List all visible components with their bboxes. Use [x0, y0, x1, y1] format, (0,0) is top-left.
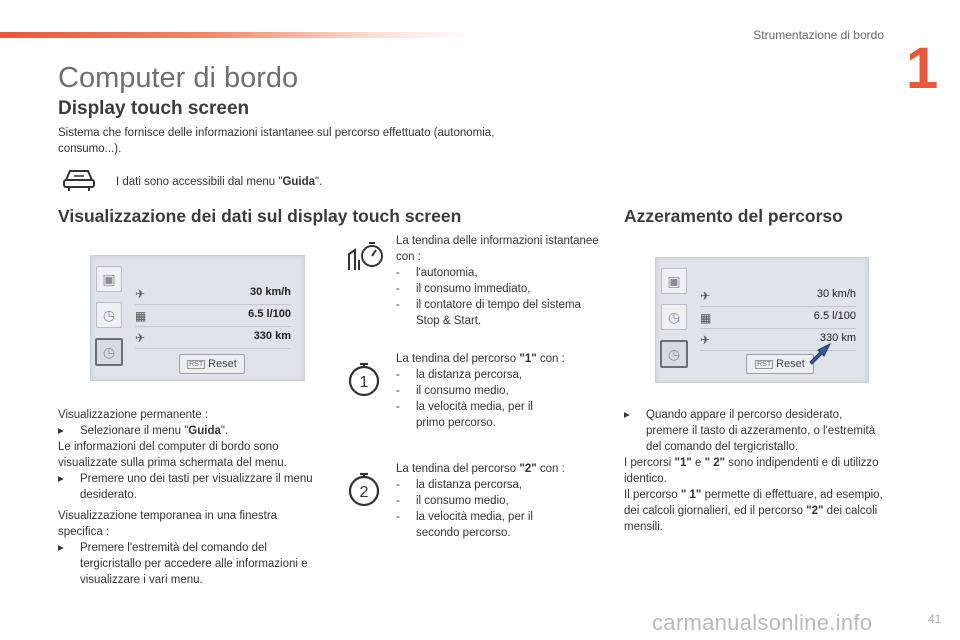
reset-label: Reset	[776, 358, 805, 370]
tab-intro: La tendina delle informazioni istantanee con :	[396, 235, 599, 263]
tab-item: - il contatore di tempo del sistema Stop & Start.	[396, 299, 581, 327]
row-value: 330 km	[253, 330, 291, 342]
p2-mid: permette di effettuare, ad esempio, dei calcoli giornalieri, ed il percorso	[624, 489, 883, 517]
row-value: 30 km/h	[250, 286, 291, 298]
permanent-heading: Visualizzazione permanente :	[58, 409, 209, 421]
bullet-icon: ▸	[58, 473, 64, 485]
reset-button	[746, 354, 814, 374]
bullet-after: ".	[220, 425, 229, 437]
permanent-bullet-1	[58, 423, 320, 439]
permanent-info: Le informazioni del computer di bordo sono visualizzate sulla prima schermata del menu.	[58, 441, 287, 469]
p2-bold-2: "2"	[806, 505, 824, 517]
tab-item: - l'autonomia,	[396, 267, 478, 279]
display-title: Display touch screen	[58, 98, 250, 119]
reset-paragraph-1	[624, 455, 884, 487]
reset-small-label: RST	[189, 361, 204, 368]
p1-mid: e	[691, 457, 705, 469]
note-text	[116, 174, 322, 190]
car-display-icon	[62, 166, 96, 192]
screen-row	[135, 306, 291, 327]
note-prefix: I dati sono accessibili dal menu "	[116, 176, 283, 188]
temporary-heading: Visualizzazione temporanea in una finestra specifica :	[58, 510, 278, 538]
row-value: 6.5 l/100	[813, 310, 856, 322]
pointer-hand-icon	[806, 338, 834, 366]
tab-item-text: la distanza percorsa,	[416, 479, 523, 491]
tab-intro	[396, 461, 601, 477]
p2-bold-1: " 1"	[680, 489, 702, 501]
distance-car-icon: ✈	[135, 331, 146, 345]
tab-item-text: la velocità media, per il secondo percorso.	[416, 511, 533, 539]
reset-bullet	[624, 407, 884, 455]
tab-item-text: il consumo medio,	[416, 385, 509, 397]
trip-2-icon	[346, 470, 382, 508]
screen-side-button-1: ▣	[661, 268, 687, 294]
bullet-text: Premere l'estremità del comando del tergicristallo per accedere alle informazioni e visualizzare i vari menu.	[80, 542, 308, 586]
section-header: Strumentazione di bordo	[753, 28, 884, 42]
tab-item-text: il contatore di tempo del sistema Stop & Start.	[416, 299, 581, 327]
row-value: 6.5 l/100	[248, 308, 291, 320]
distance-car-icon: ✈	[700, 333, 711, 347]
tab-item-text: il consumo immediato,	[416, 283, 531, 295]
note-bold: Guida	[282, 176, 316, 188]
p1-prefix: I percorsi	[624, 457, 675, 469]
reset-screen-image	[655, 257, 869, 383]
bullet-text: Selezionare il menu "	[80, 425, 189, 437]
tab-item-text: l'autonomia,	[416, 267, 478, 279]
reset-text	[624, 407, 884, 535]
tab-intro	[396, 351, 601, 367]
tab-trip-2	[396, 461, 601, 541]
p2-suffix: dei calcoli mensili.	[624, 505, 878, 533]
tab-item: - la velocità media, per il primo percorso.	[396, 401, 533, 429]
watermark: carmanualsonline.info	[652, 610, 873, 635]
screen-side-button-2: ◷	[661, 304, 687, 330]
intro-text: Sistema che fornisce delle informazioni istantanee sul percorso effettuato (autonomia, consumo...).	[58, 127, 495, 155]
temporary-bullet-1	[58, 540, 320, 588]
bullet-text: Premere uno dei tasti per visualizzare il menu desiderato.	[80, 473, 313, 501]
note-suffix: ".	[315, 176, 323, 188]
reset-label: Reset	[208, 358, 237, 370]
tab-item-text: il consumo medio,	[416, 495, 509, 507]
tab-item-text: la velocità media, per il primo percorso.	[416, 401, 533, 429]
bullet-bold: Guida	[188, 425, 221, 437]
screen-row	[700, 286, 856, 307]
tab-intro-suffix: con :	[536, 463, 565, 475]
tab-item: - la velocità media, per il secondo percorso.	[396, 511, 533, 539]
row-value: 330 km	[819, 332, 856, 344]
tab-intro-prefix: La tendina del percorso	[396, 463, 520, 475]
range-car-icon: ✈	[700, 289, 711, 303]
p1-bold-1: "1"	[674, 457, 692, 469]
tab-intro-prefix: La tendina del percorso	[396, 353, 520, 365]
svg-text:1: 1	[359, 374, 369, 391]
touch-screen-image	[90, 255, 305, 381]
screen-side-button-2: ◷	[96, 302, 122, 328]
tab-intro-bold: "2"	[519, 463, 537, 475]
fuel-icon: ▦	[135, 309, 147, 323]
range-car-icon: ✈	[135, 287, 146, 301]
tab-item: - la distanza percorsa,	[396, 479, 523, 491]
page-title: Computer di bordo	[58, 62, 299, 94]
reset-small-label: RST	[757, 361, 772, 368]
screen-row	[135, 284, 291, 305]
screen-row	[700, 308, 856, 329]
chapter-number: 1	[906, 36, 939, 101]
screen-side-button-3: ◷	[95, 338, 123, 366]
reset-button	[179, 354, 245, 374]
bullet-icon: ▸	[624, 409, 630, 421]
p1-bold-2: " 2"	[704, 457, 726, 469]
instant-info-icon	[346, 240, 384, 274]
trip-1-icon	[346, 360, 382, 398]
tab-item-text: la distanza percorsa,	[416, 369, 523, 381]
tab-trip-1	[396, 351, 601, 431]
screen-side-button-1: ▣	[96, 266, 122, 292]
header-accent-bar	[0, 32, 470, 38]
bullet-text: Quando appare il percorso desiderato, premere il tasto di azzeramento, o l'estremità del comando del tergicristallo.	[646, 409, 876, 453]
tab-intro-bold: "1"	[519, 353, 537, 365]
p1-suffix: sono indipendenti e di utilizzo identico.	[624, 457, 879, 485]
fuel-icon: ▦	[700, 311, 712, 325]
page-number: 41	[928, 612, 942, 626]
tab-item: - il consumo medio,	[396, 385, 509, 397]
bullet-icon: ▸	[58, 542, 64, 554]
reset-paragraph-2	[624, 487, 884, 535]
reset-section-title: Azzeramento del percorso	[624, 206, 843, 226]
tab-instant-info	[396, 233, 601, 329]
screen-side-button-3: ◷	[660, 340, 688, 368]
tab-item: - il consumo medio,	[396, 495, 509, 507]
svg-text:2: 2	[359, 484, 369, 501]
p2-prefix: Il percorso	[624, 489, 681, 501]
screen-row	[135, 328, 291, 349]
tab-item: - il consumo immediato,	[396, 283, 531, 295]
tab-intro-suffix: con :	[536, 353, 565, 365]
bullet-icon: ▸	[58, 425, 64, 437]
tab-item: - la distanza percorsa,	[396, 369, 523, 381]
row-value: 30 km/h	[816, 288, 856, 300]
permanent-display-text	[58, 407, 320, 503]
temporary-display-text	[58, 508, 320, 588]
visual-section-title: Visualizzazione dei dati sul display touch screen	[58, 206, 462, 226]
permanent-bullet-2	[58, 471, 320, 503]
